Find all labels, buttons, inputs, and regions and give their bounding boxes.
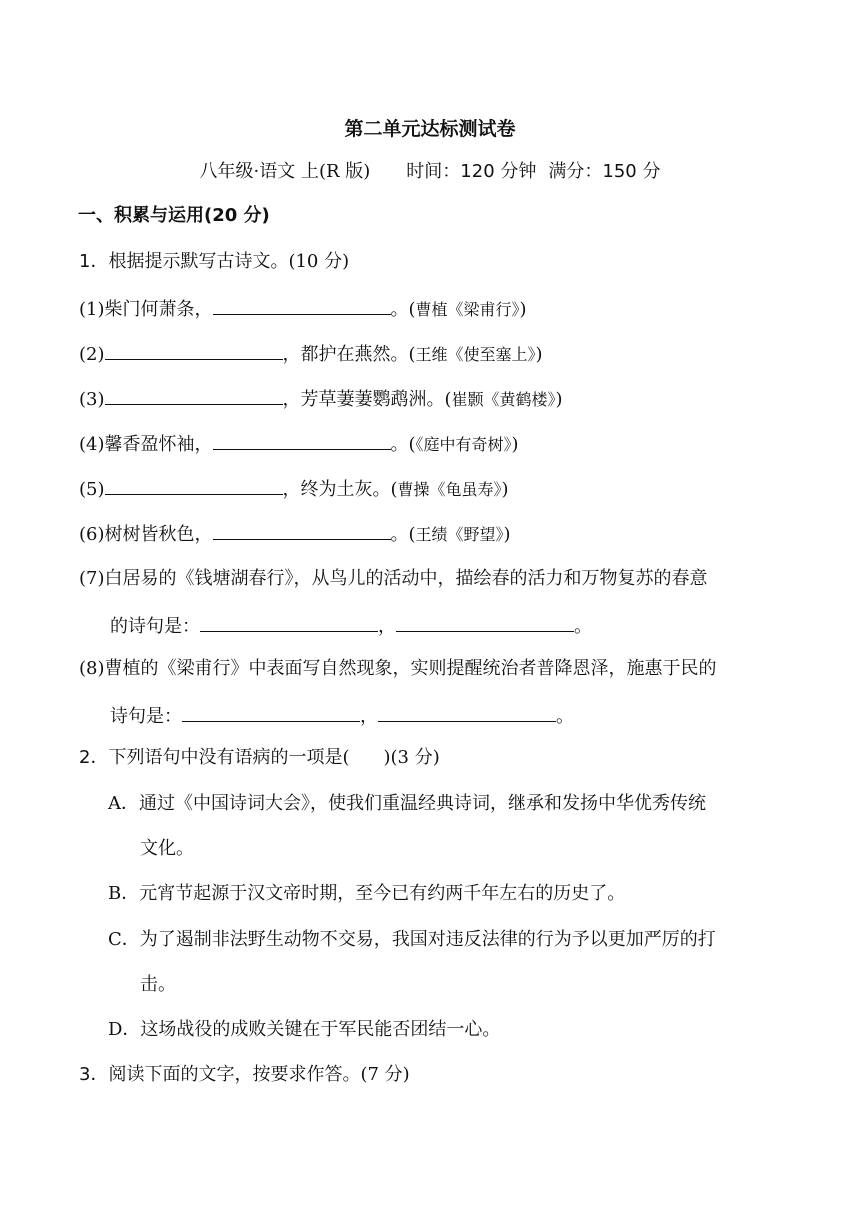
item-text: 诗句是： (110, 706, 182, 727)
item-text: ) (501, 479, 509, 500)
poem-source: 曹操《龟虽寿》 (397, 480, 502, 499)
answer-blank[interactable] (396, 613, 574, 632)
item-text: 。( (390, 524, 416, 545)
q1-item-3 (0, 386, 860, 412)
time-value: 120 分钟 (460, 161, 537, 182)
page-title: 第二单元达标测试卷 (344, 118, 516, 140)
q2-option-c-line2: 击。 (140, 974, 176, 995)
q1-item-8-line2 (0, 703, 860, 729)
question-text: 阅读下面的文字，按要求作答。(7 分) (108, 1064, 410, 1085)
item-text: (2) (79, 344, 105, 365)
item-text: ) (555, 389, 563, 410)
question-2-stem (0, 746, 860, 770)
score-value: 150 分 (602, 161, 661, 182)
poem-source: 崔颢《黄鹤楼》 (451, 390, 556, 409)
answer-blank[interactable] (200, 613, 378, 632)
question-text: )(3 分) (383, 747, 440, 768)
item-text: (5) (79, 479, 105, 500)
poem-source: 《庭中有奇树》 (415, 435, 512, 454)
item-text: ， (360, 706, 378, 727)
question-number: 1． (79, 251, 109, 272)
answer-blank[interactable] (105, 476, 283, 495)
poem-source: 王绩《野望》 (415, 525, 504, 544)
item-text: (3) (79, 389, 105, 410)
section-heading: 一、积累与运用(20 分) (78, 205, 270, 226)
answer-blank[interactable] (213, 296, 391, 315)
answer-blank[interactable] (182, 703, 360, 722)
answer-blank[interactable] (378, 703, 556, 722)
q1-item-2 (0, 341, 860, 367)
time-label: 时间： (406, 161, 461, 182)
item-text: 。( (390, 434, 416, 455)
q2-option-b: B．元宵节起源于汉文帝时期，至今已有约两千年左右的历史了。 (108, 883, 626, 904)
q1-item-7-line1: (7)白居易的《钱塘湖春行》，从鸟儿的活动中，描绘春的活力和万物复苏的春意 (79, 568, 708, 589)
item-text: (6)树树皆秋色， (79, 524, 213, 545)
item-text: ) (511, 434, 519, 455)
item-text: ) (519, 299, 527, 320)
question-number: 2． (79, 747, 109, 768)
q1-item-4 (0, 431, 860, 457)
item-text: ) (503, 524, 511, 545)
exam-info (0, 159, 860, 185)
q1-item-5 (0, 476, 860, 502)
q1-item-1 (0, 296, 860, 322)
grade-subject: 八年级·语文 上(R 版) (199, 161, 371, 182)
poem-source: 王维《使至塞上》 (415, 345, 536, 364)
item-text: ，芳草萋萋鹦鹉洲。( (282, 389, 452, 410)
question-number: 3． (79, 1064, 109, 1085)
question-text: 下列语句中没有语病的一项是( (108, 747, 350, 768)
item-text: ) (535, 344, 543, 365)
answer-blank[interactable] (105, 386, 283, 405)
item-text: (4)馨香盈怀袖， (79, 434, 213, 455)
q2-option-d: D．这场战役的成败关键在于军民能否团结一心。 (108, 1019, 501, 1040)
score-label: 满分： (548, 161, 603, 182)
q2-option-c-line1: C．为了遏制非法野生动物不交易，我国对违反法律的行为予以更加严厉的打 (108, 929, 716, 950)
q1-item-6 (0, 521, 860, 547)
question-text: 根据提示默写古诗文。(10 分) (108, 251, 350, 272)
q1-item-8-line1: (8)曹植的《梁甫行》中表面写自然现象，实则提醒统治者普降恩泽，施惠于民的 (79, 658, 717, 679)
question-1-stem (0, 250, 860, 274)
question-3-stem (0, 1063, 860, 1087)
item-text: ，都护在燕然。( (282, 344, 416, 365)
item-text: 的诗句是： (110, 616, 200, 637)
q2-option-a-line2: 文化。 (140, 838, 194, 859)
item-text: ， (378, 616, 396, 637)
item-text: 。 (574, 616, 592, 637)
answer-blank[interactable] (105, 341, 283, 360)
poem-source: 曹植《梁甫行》 (415, 300, 520, 319)
answer-blank[interactable] (213, 431, 391, 450)
answer-blank[interactable] (213, 521, 391, 540)
item-text: 。( (390, 299, 416, 320)
item-text: ，终为土灰。( (282, 479, 398, 500)
item-text: 。 (556, 706, 574, 727)
q2-option-a-line1: A．通过《中国诗词大会》，使我们重温经典诗词，继承和发扬中华优秀传统 (108, 793, 706, 814)
q1-item-7-line2 (0, 613, 860, 639)
item-text: (1)柴门何萧条， (79, 299, 213, 320)
